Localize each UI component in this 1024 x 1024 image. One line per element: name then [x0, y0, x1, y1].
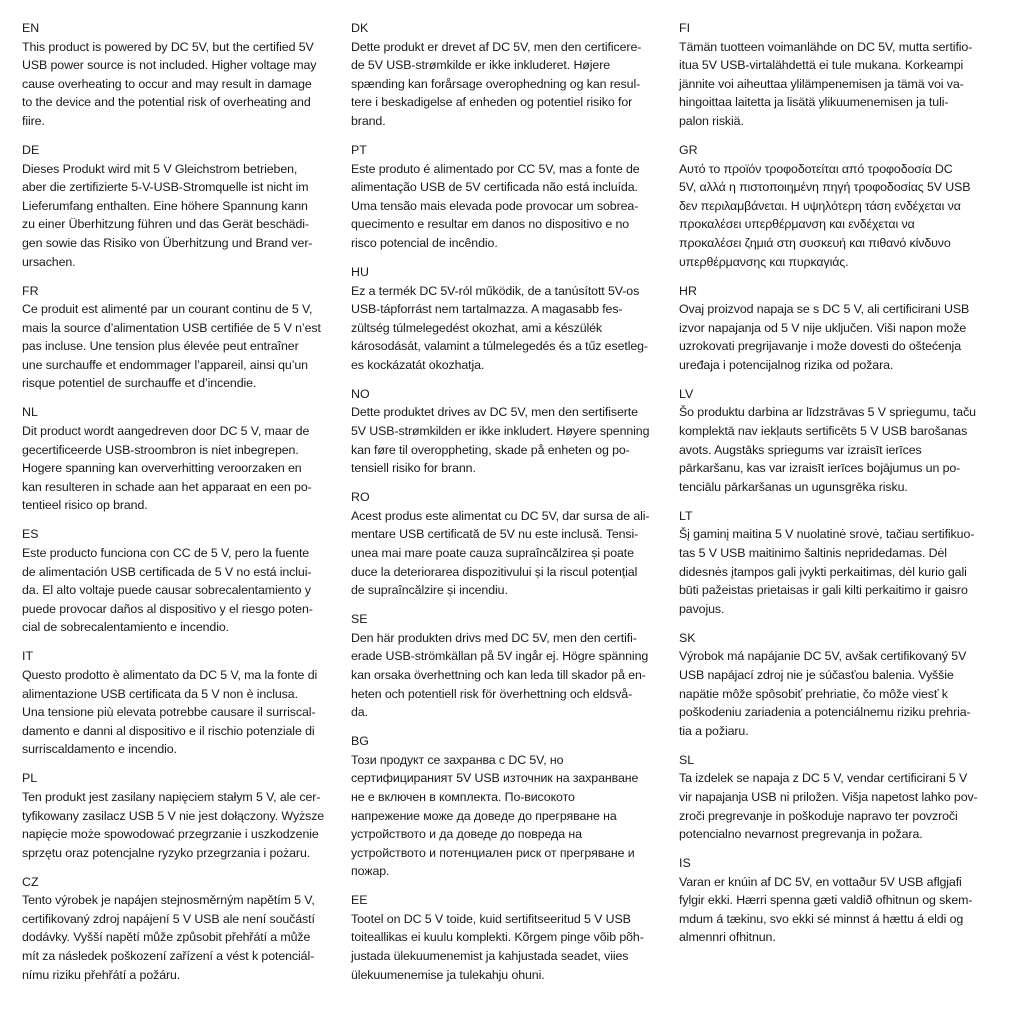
language-section-en: [22, 19, 350, 131]
warning-text-line: This product is powered by DC 5V, but the certified 5V: [22, 39, 314, 54]
language-section-gr: [679, 141, 1007, 271]
language-section-ee: [351, 891, 679, 984]
warning-text-line: tentieel risico op brand.: [22, 498, 148, 513]
warning-text-line: tyfikowany zasilacz USB 5 V nie jest dołączony. Wyższe: [22, 808, 325, 823]
language-code: DE: [22, 142, 40, 157]
warning-text-line: to the device and the potential risk of overheating and: [22, 95, 311, 110]
warning-text-line: Den här produkten drivs med DC 5V, men den certifi-: [351, 630, 637, 645]
warning-text-line: pas incluse. Une tension plus élevée peut entraîner: [22, 339, 299, 354]
warning-text-line: Acest produs este alimentat cu DC 5V, dar sursa de ali-: [351, 508, 650, 523]
warning-text-line: pārkaršanu, kas var izraisīt ierīces bojājumus un po-: [679, 461, 961, 476]
language-section-pl: [22, 769, 350, 862]
warning-text-line: hingoittaa laitetta ja lisätä ylikuumenemisen ja tuli-: [679, 95, 949, 110]
language-section-lv: [679, 385, 1007, 497]
warning-text-line: certifikovaný zdroj napájení 5 V USB ale není součástí: [22, 911, 315, 926]
language-section-hu: [351, 263, 679, 375]
warning-text-line: da.: [351, 705, 368, 720]
warning-text-line: spænding kan forårsage overophedning og kan resul-: [351, 76, 641, 91]
warning-text-line: mentare USB certificată de 5V nu este inclusă. Tensi-: [351, 527, 639, 542]
warning-text-line: δεν περιλαμβάνεται. Η υψηλότερη τάση ενδέχεται να: [679, 198, 961, 213]
language-code: ES: [22, 527, 39, 542]
warning-text-line: itua 5V USB-virtalähdettä ei tule mukana. Korkeampi: [679, 58, 964, 73]
language-section-nl: [22, 403, 350, 515]
warning-text-line: tere i beskadigelse af enheden og potentiel risiko for: [351, 95, 633, 110]
warning-text-line: almennri ofhitnun.: [679, 930, 776, 945]
warning-text-line: Lieferumfang enthalten. Eine höhere Spannung kann: [22, 198, 308, 213]
warning-text-line: kan føre til overoppheting, skade på enheten og po-: [351, 442, 630, 457]
warning-text-line: palon riskiä.: [679, 113, 744, 128]
warning-text-line: de alimentación USB certificada de 5 V no está inclui-: [22, 564, 312, 579]
warning-text-line: υπερθέρμανσης και πυρκαγιάς.: [679, 254, 849, 269]
warning-text-line: пожар.: [351, 864, 390, 879]
warning-text-line: tensiell risiko for brann.: [351, 461, 476, 476]
warning-text-line: сертифицираният 5V USB източник на захранване: [351, 771, 639, 786]
language-section-se: [351, 610, 679, 722]
warning-text-line: gen sowie das Risiko von Überhitzung und Brand ver-: [22, 235, 313, 250]
language-section-is: [679, 854, 1007, 947]
language-section-it: [22, 647, 350, 759]
warning-text-line: cial de sobrecalentamiento e incendio.: [22, 620, 229, 635]
warning-text-line: gecertificeerde USB-stroombron is niet inbegrepen.: [22, 442, 299, 457]
warning-text-line: aber die zertifizierte 5-V-USB-Stromquelle ist nicht im: [22, 180, 309, 195]
warning-text-line: Šį gaminį maitina 5 V nuolatinė srovė, tačiau sertifikuo-: [679, 527, 975, 542]
warning-text-line: da. El alto voltaje puede causar sobrecalentamiento y: [22, 583, 311, 598]
warning-text-line: Ez a termék DC 5V-ról működik, de a tanúsított 5V-os: [351, 283, 640, 298]
warning-text-line: Tämän tuotteen voimanlähde on DC 5V, mutta sertifio-: [679, 39, 973, 54]
language-code: CZ: [22, 874, 39, 889]
warning-text-line: προκαλέσει υπερθέρμανση και ενδέχεται να: [679, 217, 915, 232]
warning-text-line: puede provocar daños al dispositivo y el riesgo poten-: [22, 601, 313, 616]
language-code: PT: [351, 142, 367, 157]
language-code: BG: [351, 734, 369, 749]
warning-text-line: напрежение може да доведе до прегряване на: [351, 808, 617, 823]
language-section-pt: [351, 141, 679, 253]
warning-text-line: avots. Augstāks spriegums var izraisīt ierīces: [679, 442, 922, 457]
language-section-lt: [679, 507, 1007, 619]
warning-text-line: Varan er knúin af DC 5V, en vottaður 5V USB aflgjafi: [679, 874, 962, 889]
warning-text-line: mais la source d’alimentation USB certifiée de 5 V n’est: [22, 320, 321, 335]
language-code: SE: [351, 612, 368, 627]
language-section-sk: [679, 629, 1007, 741]
warning-text-line: USB napájací zdroj nie je súčasťou balenia. Vyššie: [679, 667, 954, 682]
language-section-ro: [351, 488, 679, 600]
warning-text-line: brand.: [351, 113, 386, 128]
warning-text-line: damento e danni al dispositivo e il rischio potenziale di: [22, 723, 315, 738]
warning-text-line: uzrokovati pregrijavanje i može dovesti do oštećenja: [679, 339, 962, 354]
warning-text-line: kan orsaka överhettning och kan leda till skador på en-: [351, 667, 646, 682]
warning-text-line: sprzętu oraz potencjalne ryzyko przegrzania i pożaru.: [22, 845, 311, 860]
language-code: IT: [22, 649, 34, 664]
warning-text-line: не е включен в комплекта. По-високото: [351, 789, 575, 804]
warning-text-line: kan resulteren in schade aan het apparaat en een po-: [22, 479, 312, 494]
language-code: IS: [679, 856, 691, 871]
warning-text-line: 5V, αλλά η πιστοποιημένη πηγή τροφοδοσίας 5V USB: [679, 180, 971, 195]
warning-text-line: erade USB-strömkällan på 5V ingår ej. Högre spänning: [351, 649, 649, 664]
language-section-sl: [679, 751, 1007, 844]
language-code: RO: [351, 490, 370, 505]
language-code: LV: [679, 386, 694, 401]
warning-text-line: zu einer Überhitzung führen und das Gerät beschädi-: [22, 217, 309, 232]
language-code: HU: [351, 264, 369, 279]
warning-text-line: cause overheating to occur and may result in damage: [22, 76, 312, 91]
language-code: PL: [22, 771, 38, 786]
warning-text-line: surriscaldamento e incendio.: [22, 742, 177, 757]
warning-text-line: Dette produktet drives av DC 5V, men den sertifiserte: [351, 405, 638, 420]
warning-text-line: uređaja i potencijalnog rizika od požara.: [679, 357, 894, 372]
warning-text-line: устройството и да доведе до повреда на: [351, 827, 582, 842]
language-section-hr: [679, 282, 1007, 375]
warning-text-line: károsodását, valamint a túlmelegedés és a tűz esetleg-: [351, 339, 648, 354]
warning-text-line: nímu riziku přehřátí a požáru.: [22, 967, 181, 982]
language-section-de: [22, 141, 350, 271]
language-code: NO: [351, 386, 370, 401]
warning-text-line: komplektā nav iekļauts sertificēts 5 V USB barošanas: [679, 424, 968, 439]
warning-text-line: Este produto é alimentado por CC 5V, mas a fonte de: [351, 161, 640, 176]
warning-text-line: es kockázatát okozhatja.: [351, 357, 485, 372]
warning-text-line: Una tensione più elevata potrebbe causare il surriscal-: [22, 705, 316, 720]
language-section-bg: [351, 732, 679, 881]
warning-text-line: heten och potentiell risk för överhettning och eldsvå-: [351, 686, 633, 701]
warning-text-line: Šo produktu darbina ar līdzstrāvas 5 V spriegumu, taču: [679, 405, 976, 420]
language-code: LT: [679, 508, 693, 523]
warning-text-line: Dit product wordt aangedreven door DC 5 V, maar de: [22, 424, 310, 439]
warning-text-line: tia a požiaru.: [679, 723, 749, 738]
warning-text-line: Hogere spanning kan oververhitting veroorzaken en: [22, 461, 302, 476]
warning-text-line: toiteallikas ei kuulu komplekti. Kõrgem pinge võib põh-: [351, 930, 644, 945]
warning-text-line: unea mai mare poate cauza supraîncălzirea și poate: [351, 546, 634, 560]
language-code: DK: [351, 21, 369, 35]
warning-text-line: didesnės įtampos gali įvykti perkaitimas, dėl kurio gali: [679, 564, 967, 579]
language-code: HR: [679, 283, 697, 298]
warning-text-line: de 5V USB-strømkilde er ikke inkluderet. Højere: [351, 58, 611, 73]
warning-text-line: Este producto funciona con CC de 5 V, pero la fuente: [22, 546, 310, 560]
warning-text-line: duce la deteriorarea dispozitivului și la riscul potențial: [351, 564, 638, 579]
warning-text-line: quecimento e resultar em danos no dispositivo e no: [351, 217, 630, 232]
warning-text-line: Ce produit est alimenté par un courant continu de 5 V,: [22, 302, 313, 317]
warning-text-line: 5V USB-strømkilden er ikke inkludert. Høyere spenning: [351, 424, 650, 439]
warning-text-line: būti pažeistas prietaisas ir gali kilti perkaitimo ir gaisro: [679, 583, 968, 598]
warning-text-line: tas 5 V USB maitinimo šaltinis nepridedamas. Dėl: [679, 546, 947, 560]
warning-text-line: Výrobok má napájanie DC 5V, avšak certifikovaný 5V: [679, 649, 967, 664]
warning-text-line: Ovaj proizvod napaja se s DC 5 V, ali certificirani USB: [679, 302, 970, 317]
warning-text-line: Dieses Produkt wird mit 5 V Gleichstrom betrieben,: [22, 161, 298, 176]
language-code: EE: [351, 893, 368, 908]
language-code: NL: [22, 405, 38, 420]
column-middle: [351, 19, 679, 995]
language-section-fi: [679, 19, 1007, 131]
language-code: EN: [22, 21, 40, 35]
warning-text-line: Tento výrobek je napájen stejnosměrným napětím 5 V,: [22, 893, 315, 908]
language-section-es: [22, 525, 350, 637]
warning-text-line: napięcie może spowodować przegrzanie i uszkodzenie: [22, 827, 319, 842]
warning-text-line: Uma tensão mais elevada pode provocar um sobrea-: [351, 198, 639, 213]
warning-text-line: fylgir ekki. Hærri spenna gæti valdið ofhitnun og skem-: [679, 893, 973, 908]
warning-text-line: vir napajanja USB ni priložen. Višja napetost lahko pov-: [679, 789, 978, 804]
warning-text-line: alimentação USB de 5V certificada não está incluída.: [351, 180, 638, 195]
warning-text-line: mdum á tækinu, svo ekki sé minnst á hættu á eldi og: [679, 911, 964, 926]
warning-text-line: Ta izdelek se napaja z DC 5 V, vendar certificirani 5 V: [679, 771, 968, 786]
warning-text-line: izvor napajanja od 5 V nije uključen. Viši napon može: [679, 320, 967, 335]
warning-text-line: risque potentiel de surchauffe et d’incendie.: [22, 376, 257, 391]
warning-text-line: Tootel on DC 5 V toide, kuid sertifitseeritud 5 V USB: [351, 911, 631, 926]
language-code: SK: [679, 630, 696, 645]
language-code: FI: [679, 21, 691, 35]
language-code: SL: [679, 752, 695, 767]
warning-text-line: justada ülekuumenemist ja kahjustada seadet, viies: [351, 949, 629, 964]
warning-text-line: zültség túlmelegedést okozhat, ami a készülék: [351, 320, 603, 335]
warning-text-line: fiire.: [22, 113, 45, 128]
language-section-cz: [22, 873, 350, 985]
warning-text-line: dodávky. Vyšší napětí může způsobit přehřátí a může: [22, 930, 311, 945]
warning-text-line: de supraîncălzire și incendiu.: [351, 583, 508, 598]
warning-text-line: Ten produkt jest zasilany napięciem stałym 5 V, ale cer-: [22, 789, 321, 804]
warning-text-line: USB power source is not included. Higher voltage may: [22, 58, 317, 73]
warning-text-line: ursachen.: [22, 254, 76, 269]
warning-text-line: risco potencial de incêndio.: [351, 235, 498, 250]
language-section-dk: [351, 19, 679, 131]
warning-text-line: tenciālu pārkaršanas un ugunsgrēka risku.: [679, 479, 908, 494]
column-left: [22, 19, 350, 995]
warning-text-line: προκαλέσει ζημιά στη συσκευή και πιθανό κίνδυνο: [679, 235, 951, 250]
language-section-fr: [22, 282, 350, 394]
warning-text-line: napätie môže spôsobiť prehriatie, čo môže viesť k: [679, 686, 948, 701]
warning-text-line: mít za následek poškození zařízení a vést k potenciál-: [22, 949, 315, 964]
language-code: FR: [22, 283, 39, 298]
language-code: GR: [679, 142, 698, 157]
warning-text-line: alimentazione USB certificata da 5 V non è inclusa.: [22, 686, 298, 701]
column-right: [679, 19, 1007, 957]
warning-text-line: Questo prodotto è alimentato da DC 5 V, ma la fonte di: [22, 667, 318, 682]
language-section-no: [351, 385, 679, 478]
warning-text-line: Αυτό το προϊόν τροφοδοτείται από τροφοδοσία DC: [679, 161, 953, 176]
warning-text-line: USB-tápforrást nem tartalmazza. A magasabb fes-: [351, 302, 623, 317]
warning-text-line: pavojus.: [679, 601, 725, 616]
warning-text-line: устройството и потенциален риск от прегряване и: [351, 845, 635, 860]
warning-text-line: Dette produkt er drevet af DC 5V, men den certificere-: [351, 39, 642, 54]
warning-text-line: ülekuumenemise ja tulekahju ohuni.: [351, 967, 545, 982]
warning-text-line: une surchauffe et endommager l’appareil, ainsi qu’un: [22, 357, 308, 372]
warning-text-line: jännite voi aiheuttaa ylilämpenemisen ja tämä voi va-: [679, 76, 964, 91]
warning-text-line: Този продукт се захранва с DC 5V, но: [351, 752, 564, 767]
warning-text-line: poškodeniu zariadenia a potenciálnemu riziku prehria-: [679, 705, 971, 720]
warning-text-line: potencialno nevarnost pregrevanja in požara.: [679, 827, 923, 842]
warning-text-line: zroči pregrevanje in poškoduje napravo ter povzroči: [679, 808, 958, 823]
